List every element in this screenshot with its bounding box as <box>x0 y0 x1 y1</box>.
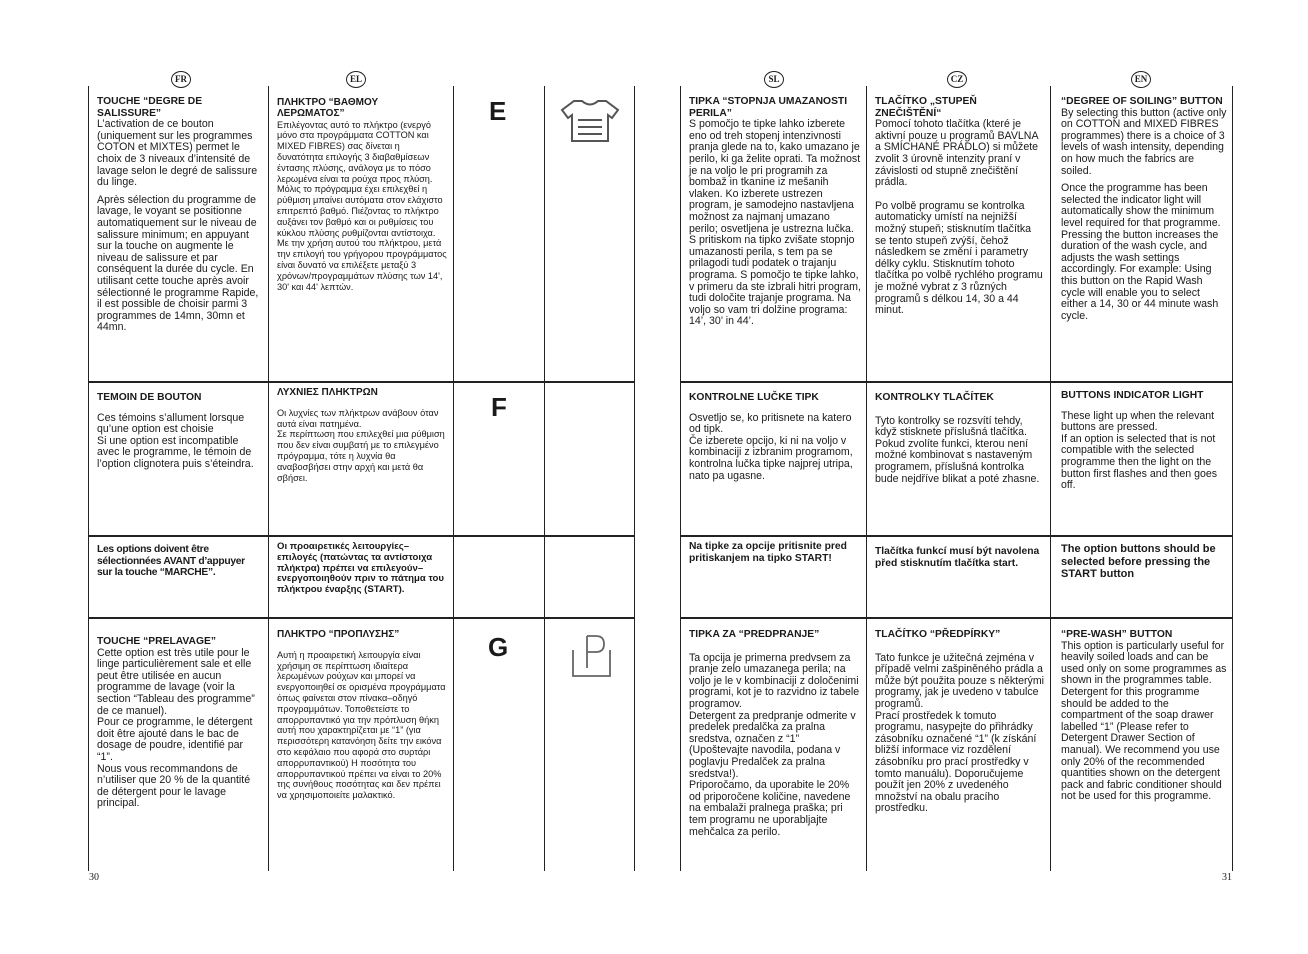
note-text: The option buttons should be selected before pressing the START button <box>1061 543 1216 581</box>
paragraph: These light up when the relevant buttons are pressed. If an option is selected that is not compatible with the selected programme then the light on the button first flashes and then goes off. <box>1061 409 1218 492</box>
paragraph: L’activation de ce bouton (uniquement sur les programmes COTON et MIXTES) permet le choix de 3 niveaux d’intensité de lavage selon le degré de salissure du linge. <box>97 118 258 189</box>
section-heading: ΠΛΗΚΤΡΟ “ΠΡΟΠΛΥΣΗΣ” <box>277 629 400 640</box>
shirt-soiling-icon <box>560 98 620 149</box>
paragraph: By selecting this button (active only on COTTON and MIXED FIBRES programmes) there is a choice of 3 levels of wash intensity, depending on how much the fabrics are soiled. <box>1061 106 1227 177</box>
paragraph: Ces témoins s’allument lorsque qu’une option est choisie Si une option est incompatible avec le programme, le témoin de l’option clignotera puis s’éteindra. <box>97 411 254 470</box>
note-text: Οι προαιρετικές λειτουργίες–επιλογές (πατώντας τα αντίστοιχα πλήκτρα) πρέπει να επιλεγούν–ενεργοποιηθούν πριν το πάτημα του πλήκτρου έναρξης (START). <box>277 541 444 596</box>
section-heading: TIPKA “STOPNJA UMAZANOSTI PERILA” <box>689 96 848 119</box>
en-prewash <box>1061 629 1227 809</box>
section-heading: KONTROLKY TLAČÍTEK <box>875 392 994 403</box>
page-number: 30 <box>89 872 99 883</box>
note-text: Na tipke za opcije pritisnite pred pritiskanjem na tipko START! <box>689 541 847 564</box>
paragraph: Tyto kontrolky se rozsvítí tehdy, když stisknete příslušná tlačítka. Pokud zvolíte funkci, kterou není možné kombinovat s nastaveným programem, příslušná kontrolka bude nejdříve blikat a poté zhasne. <box>875 414 1040 485</box>
row-divider <box>680 535 1232 537</box>
button-letter: G <box>488 632 509 662</box>
column-divider <box>1232 86 1233 871</box>
paragraph: Cette option est très utile pour le linge particulièrement sale et elle peut être utilisée en aucun programme de lavage (voir la section “Tableau des programme” de ce manuel). Pour ce programme, le détergent doit être ajouté dans le bac de dosage de poudre, identifié par “1”. Nous vous recommandons de n’utiliser que 20 % de la quantité de détergent pour le lavage principal. <box>97 646 255 810</box>
lang-badge-cz: CZ <box>947 71 967 88</box>
paragraph: S pomočjo te tipke lahko izberete eno od treh stopenj intenzivnosti pranja glede na to, kako umazano je perilo, ki ga želite oprati. Ta možnost je na voljo le pri programih za bombaž in tkanine iz mešanih vlaken. Ko izberete ustrezen program, je samodejno nastavljena možnost za najmanj umazano perilo; osvetljena je ustrezna lučka. S pritiskom na tipko zvišate stopnjo umazanosti perila, s tem pa se prilagodi tudi podatek o trajanju programa. S pomočjo te tipke lahko, v primeru da ste izbrali hitri program, tudi določite trajanje programa. Na voljo so vam tri dolžine programa: 14’, 30’ in 44’. <box>689 118 861 328</box>
sl-prewash <box>689 629 861 844</box>
en-options-note <box>1061 543 1227 581</box>
paragraph: Ta opcija je primerna predvsem za pranje zelo umazanega perila; na voljo je le v kombinaciji z določenimi programi, kot je to razvidno iz tabele programov. Detergent za predpranje odmerite v predelek predalčka za pralna sredstva, označen z “1” (Upoštevajte navodila, podana v poglavju Predalček za pralna sredstva!). Priporočamo, da uporabite le 20% od priporočene količine, navedene na embalaži pralnega praška; pri tem programu ne uporabljajte mehčalca za perilo. <box>689 651 860 838</box>
right-page <box>654 0 1308 954</box>
fr-degree-of-soiling <box>97 96 259 340</box>
section-heading: TOUCHE “PRELAVAGE” <box>97 636 216 647</box>
column-divider <box>268 86 269 871</box>
lang-badge-fr: FR <box>171 71 191 88</box>
column-divider <box>544 86 545 871</box>
lang-badge-el: EL <box>346 71 366 88</box>
paragraph: Après sélection du programme de lavage, le voyant se positionne automatiquement sur le niveau de salissure minimum; en appuyant sur la touche on augmente le niveau de salissure et par conséquent la durée du cycle. En utilisant cette touche après avoir sélectionné le programme Rapide, il est possible de choisir parmi 3 programmes de 14mn, 30mn et 44mn. <box>97 193 259 334</box>
lang-badge-en: EN <box>1131 71 1151 88</box>
el-buttons-indicator <box>277 388 447 489</box>
paragraph: Po volbě programu se kontrolka automaticky umístí na nejnižší možný stupeň; stisknutím tlačítka se tento stupeň zvýší, čehož následkem se změní i parametry délky cyklu. Stisknutím tohoto tlačítka po volbě rychlého programu je možné vybrat z 3 různých programů s délkou 14, 30 a 44 minut. <box>875 199 1043 317</box>
paragraph: This option is particularly useful for heavily soiled loads and can be used only on some programmes as shown in the programmes table. Detergent for this programme should be added to the compartment of the soap drawer labelled “1” (Please refer to Detergent Drawer Section of manual). We recommend you use only 20% of the recommended quantities shown on the detergent pack and fabric conditioner should not be used for this programme. <box>1061 639 1227 803</box>
note-text: Tlačítka funkcí musí být navolena před stisknutím tlačítka start. <box>875 546 1040 569</box>
row-divider <box>680 617 1232 619</box>
cz-options-note <box>875 546 1045 569</box>
cz-prewash <box>875 629 1045 821</box>
paragraph: Tato funkce je užitečná zejména v případě velmi zašpiněného prádla a může být použita pouze s některými programy, jak je uvedeno v tabulce programů. Prací prostředek k tomuto programu, nasypejte do přihrádky zásobníku označené “1” (k získání bližší informace viz rozdělení zásobníku pro prací prostředky v tomto manuálu). Doporučujeme použít jen 20% z uvedeného množství na obalu pracího prostředku. <box>875 651 1044 815</box>
row-divider <box>680 381 1232 383</box>
button-letter: F <box>491 392 507 422</box>
section-heading: TIPKA ZA “PREDPRANJE” <box>689 629 820 640</box>
page-number: 31 <box>1222 872 1232 883</box>
paragraph: Pomocí tohoto tlačítka (které je aktivní pouze u programů BAVLNA a SMÍCHANÉ PRÁDLO) si můžete zvolit 3 úrovně intenzity praní v závislosti od stupně znečištění prádla. <box>875 118 1039 189</box>
lang-badge-sl: SL <box>764 71 784 88</box>
fr-prewash <box>97 636 259 816</box>
section-heading: ΛΥΧΝΙΕΣ ΠΛΗΚΤΡΩΝ <box>277 387 378 398</box>
row-divider <box>88 381 634 383</box>
el-options-note <box>277 542 447 596</box>
section-heading: TOUCHE “DEGRE DE SALISSURE” <box>97 96 203 119</box>
section-heading: TLAČÍTKO „STUPEŇ ZNEČIŠTĚNÍ“ <box>875 96 977 119</box>
row-divider <box>88 535 634 537</box>
sl-degree-of-soiling <box>689 96 861 334</box>
section-heading: “PRE-WASH” BUTTON <box>1061 629 1173 640</box>
column-divider <box>88 86 89 871</box>
prewash-drawer-icon <box>570 632 614 687</box>
paragraph: Osvetljo se, ko pritisnete na katero od tipk. Če izberete opcijo, ki ni na voljo v kombinaciji z izbranim programom, kontrolna lučka tipke najprej utripa, nato pa ugasne. <box>689 411 853 482</box>
el-degree-of-soiling <box>277 98 447 298</box>
sl-buttons-indicator <box>689 392 861 488</box>
en-buttons-indicator <box>1061 390 1227 498</box>
section-heading: BUTTONS INDICATOR LIGHT <box>1061 390 1204 401</box>
row-divider <box>88 617 634 619</box>
section-heading: “DEGREE OF SOILING” BUTTON <box>1061 96 1223 107</box>
section-heading: TEMOIN DE BOUTON <box>97 392 202 403</box>
column-divider <box>634 86 635 871</box>
cz-buttons-indicator <box>875 392 1045 491</box>
paragraph: Αυτή η προαιρετική λειτουργία είναι χρήσιμη σε περίπτωση ιδιαίτερα λερωμένων ρούχων και μπορεί να ενεργοποιηθεί σε ορισμένα προγράμματα όπως φαίνεται στον πίνακα–οδηγό προγραμμάτων. Τοποθετείστε το απορρυπαντικό για την πρόπλυση θήκη αυτή που χαρακτηρίζεται με “1” (για περισσότερη κατανόηση δείτε την εικόνα στο κεφάλαιο που αφορά στο συρτάρι απορρυπαντικού) Η ποσότητα του απορρυπαντικού πρέπει να είναι το 20% της συνήθους ποσότητας και δεν πρέπει να χρησιμοποιείτε μαλακτικό. <box>277 649 446 801</box>
column-divider <box>680 86 681 871</box>
fr-options-note <box>97 544 259 579</box>
column-divider <box>866 86 867 871</box>
paragraph: Οι λυχνίες των πλήκτρων ανάβουν όταν αυτά είναι πατημένα. Σε περίπτωση που επιλεχθεί μια ρύθμιση που δεν είναι συμβατή με το επιλεγμένο πρόγραμμα, τότε η λυχνία θα αναβοσβήσει στην αρχή και μετά θα σβήσει. <box>277 407 445 483</box>
en-degree-of-soiling <box>1061 96 1227 328</box>
section-heading: TLAČÍTKO “PŘEDPÍRKY” <box>875 629 1001 640</box>
sl-options-note <box>689 541 859 564</box>
column-divider <box>1050 86 1051 871</box>
paragraph: Επιλέγοντας αυτό το πλήκτρο (ενεργό μόνο στα προγράμματα COTTON και MIXED FIBRES) σας δίνεται η δυνατότητα επιλογής 3 διαβαθμίσεων έντασης πλύσης, ανάλογα με το πόσο λερωμένα είναι τα ρούχα προς πλύση. Μόλις το πρόγραμμα έχει επιλεχθεί η ρύθμιση μπαίνει αυτόματα στον ελάχιστο επιτρεπτό βαθμό. Πιέζοντας το πλήκτρο αυξάνει τον βαθμό και οι ρυθμίσεις του κύκλου πλύσης ρυθμίζονται αντίστοιχα. Με την χρήση αυτού του πλήκτρου, μετά την επιλογή του γρήγορου προγράμματος είναι δυνατό να επιλέξετε μεταξύ 3 χρόνων/προγραμμάτων πλύσης των 14', 30' και 44' λεπτών. <box>277 119 447 292</box>
fr-buttons-indicator <box>97 392 259 477</box>
cz-degree-of-soiling <box>875 96 1045 323</box>
column-divider <box>453 86 454 871</box>
section-heading: KONTROLNE LUČKE TIPK <box>689 392 819 403</box>
el-prewash <box>277 630 447 807</box>
button-letter: E <box>489 96 507 126</box>
paragraph: Once the programme has been selected the indicator light will automatically show the minimum level required for that programme. Pressing the button increases the duration of the wash cycle, and adjusts the wash settings accordingly. For example: Using this button on the Rapid Wash cycle will enable you to select either a 14, 30 or 44 minute wash cycle. <box>1061 182 1221 322</box>
section-heading: ΠΛΗΚΤΡΟ “ΒΑΘΜΟΥ ΛΕΡΩΜΑΤΟΣ” <box>277 97 379 119</box>
note-text: Les options doivent être sélectionnées AVANT d’appuyer sur la touche “MARCHE”. <box>97 544 245 579</box>
